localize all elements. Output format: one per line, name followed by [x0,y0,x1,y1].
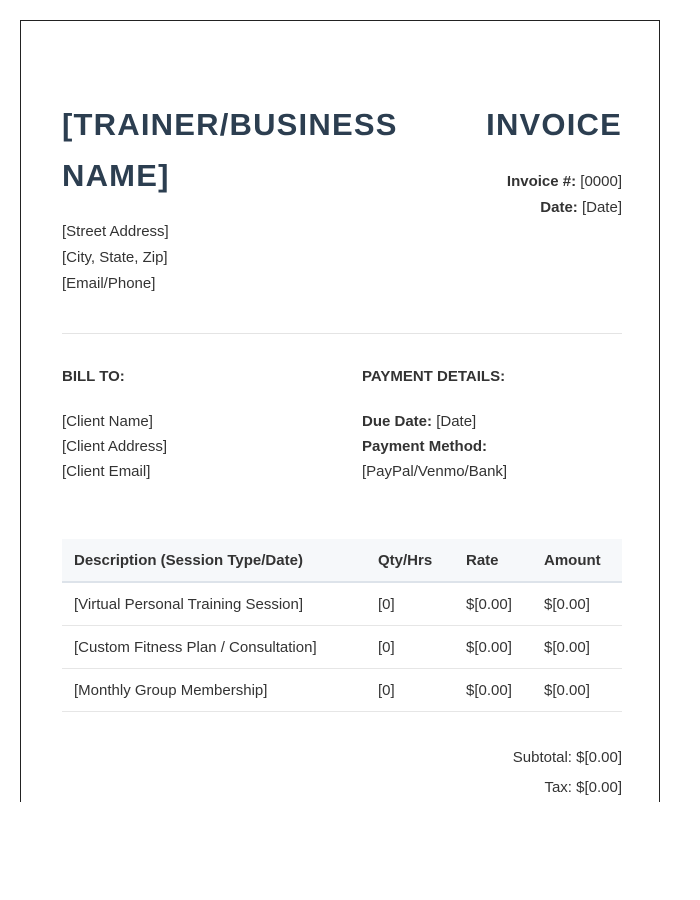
business-name: [TRAINER/BUSINESS NAME] [62,107,398,193]
address-street: [Street Address] [62,223,169,240]
row-description: [Virtual Personal Training Session] [62,582,366,626]
totals-section [513,743,622,802]
row-qty: [0] [366,626,454,669]
payment-details-lines [362,409,507,484]
business-address [62,219,169,297]
row-description: [Custom Fitness Plan / Consultation] [62,626,366,669]
due-date-value: [Date] [436,413,477,430]
header-amount: Amount [532,539,622,582]
invoice-meta [507,169,622,221]
row-rate: $[0.00] [454,626,532,669]
header-rate: Rate [454,539,532,582]
payment-method-label: Payment Method: [362,438,488,455]
address-contact: [Email/Phone] [62,275,156,292]
header-divider [62,333,622,334]
payment-details-section [362,367,507,484]
table-header-row [62,539,622,582]
payment-details-heading: PAYMENT DETAILS: [362,368,506,385]
table-row [62,582,622,626]
header-qty: Qty/Hrs [366,539,454,582]
subtotal: Subtotal: $[0.00] [512,749,622,766]
address-city: [City, State, Zip] [62,249,168,266]
row-amount: $[0.00] [532,669,622,712]
bill-to-heading: BILL TO: [62,368,125,385]
due-date-label: Due Date: [362,413,433,430]
row-description: [Monthly Group Membership] [62,669,366,712]
table-row [62,626,622,669]
row-qty: [0] [366,582,454,626]
invoice-date-label: Date: [540,199,578,216]
row-qty: [0] [366,669,454,712]
bill-to-section [62,367,167,484]
invoice-number-label: Invoice #: [506,173,577,190]
invoice-date-value: [Date] [581,199,622,216]
invoice-title: INVOICE [486,107,622,142]
row-rate: $[0.00] [454,669,532,712]
payment-method-line [362,434,507,459]
row-amount: $[0.00] [532,626,622,669]
invoice-page [20,20,660,802]
client-name: [Client Name] [62,413,153,430]
row-rate: $[0.00] [454,582,532,626]
table-row [62,669,622,712]
invoice-number-value: [0000] [580,173,622,190]
tax: Tax: $[0.00] [544,779,622,796]
invoice-number-line [507,169,622,195]
bill-to-lines [62,409,167,484]
row-amount: $[0.00] [532,582,622,626]
due-date-line [362,409,507,434]
header-description: Description (Session Type/Date) [62,539,366,582]
client-email: [Client Email] [62,463,151,480]
line-items-table [62,539,622,712]
payment-method-value: [PayPal/Venmo/Bank] [362,463,508,480]
client-address: [Client Address] [62,438,168,455]
invoice-date-line [507,195,622,221]
